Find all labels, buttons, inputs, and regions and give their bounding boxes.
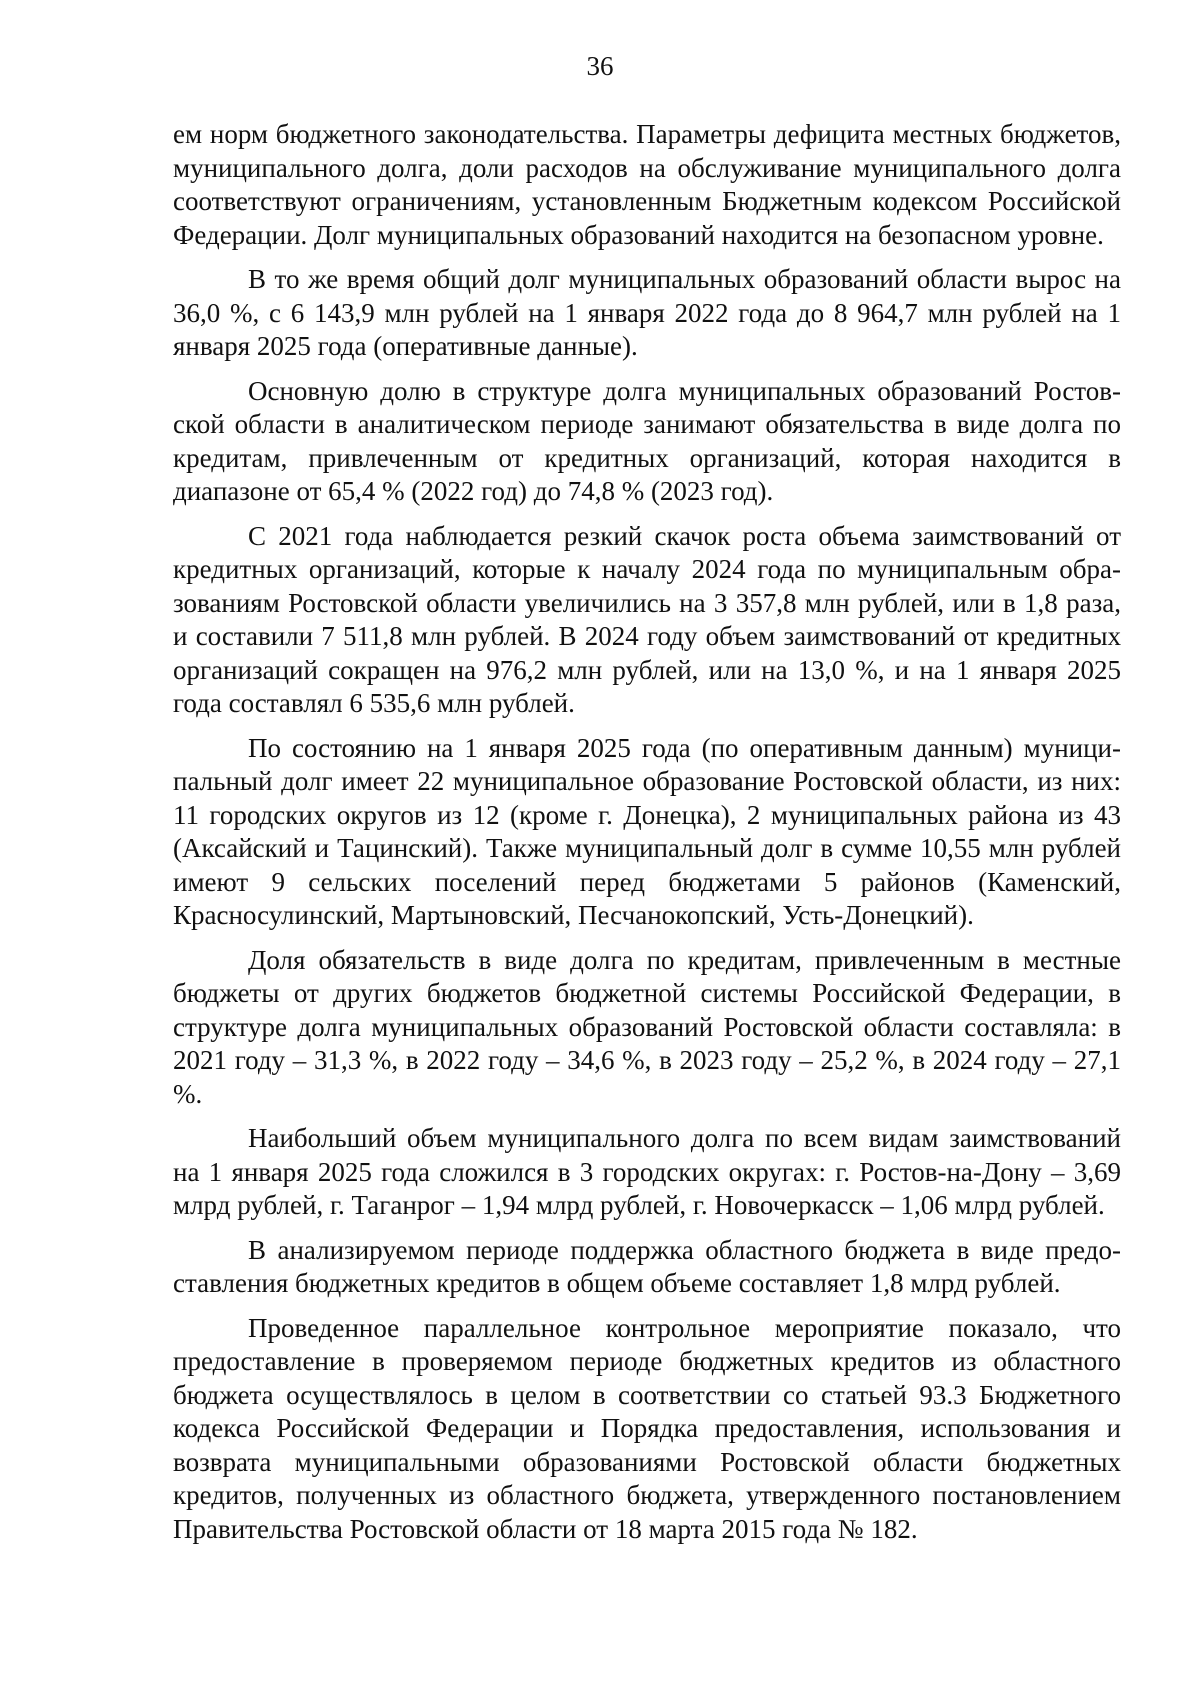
paragraph-budget-credit-share: Доля обязательств в виде долга по кредитам, привлеченным в местные бюджеты от других бюджетов бюджетной системы Российской Федерации, в структуре долга муниципальных образований Ростовской области составляла: в 2021 году – 31,3 %, в 2022 году – 34,6 %, в 2023 году – 25,2 %, в 2024 году – 27,1 %.	[173, 944, 1121, 1109]
document-body	[173, 118, 1121, 1557]
paragraph-largest-debt: Наибольший объем муниципального долга по всем видам заимствований на 1 января 2025 года сложился в 3 городских округах: г. Ростов-на-Дону – 3,69 млрд рублей, г. Таганрог – 1,94 млрд рублей, г. Новочеркасск – 1,06 млрд рублей.	[173, 1123, 1121, 1220]
paragraph-debtor-municipalities: По состоянию на 1 января 2025 года (по оперативным данным) муниципальный долг имеет 22 муниципальное образование Ростовской области, из них: 11 городских округов из 12 (кроме г. Донецка), 2 муниципальных района из 43 (Аксайский и Тацинский). Также муниципальный долг в сумме 10,55 млн рублей имеют 9 сельских поселений перед бюджетами 5 районов (Каменский, Красносулинский, Мартыновский, Песчанокопский, Усть-Донецкий).	[173, 732, 1121, 930]
paragraph-commercial-borrowing: С 2021 года наблюдается резкий скачок роста объема заимствований от кредитных организаций, которые к началу 2024 года по муниципальным образованиям Ростовской области увеличились на 3 357,8 млн рублей, или в 1,8 раза, и составили 7 511,8 млн рублей. В 2024 году объем заимствований от кредитных организаций сокращен на 976,2 млн рублей, или на 13,0 %, и на 1 января 2025 года составлял 6 535,6 млн рублей.	[173, 520, 1121, 718]
paragraph-continuation: ем норм бюджетного законодательства. Параметры дефицита местных бюджетов, муниципального долга, доли расходов на обслуживание муниципального долга соответствуют ограничениям, установленным Бюджетным кодексом Российской Федерации. Долг муниципальных образований находится на безопасном уровне.	[173, 119, 1121, 250]
paragraph-debt-structure: Основную долю в структуре долга муниципальных образований Ростовской области в аналитическом периоде занимают обязательства в виде долга по кредитам, привлеченным от кредитных организаций, которая находится в диапазоне от 65,4 % (2022 год) до 74,8 % (2023 год).	[173, 375, 1121, 506]
page-number: 36	[586, 51, 614, 81]
paragraph-control-conclusion: Проведенное параллельное контрольное мероприятие показало, что предоставление в проверяемом периоде бюджетных кредитов из областного бюджета осуществлялось в целом в соответствии со статьей 93.3 Бюджетного кодекса Российской Федерации и Порядка предоставления, использования и возврата муниципальными образованиями Ростовской области бюджетных кредитов, полученных из областного бюджета, утвержденного постановлением Правительства Ростовской области от 18 марта 2015 года № 182.	[173, 1312, 1121, 1544]
paragraph-regional-support: В анализируемом периоде поддержка областного бюджета в виде предоставления бюджетных кредитов в общем объеме составляет 1,8 млрд рублей.	[173, 1234, 1121, 1298]
paragraph-total-debt-growth: В то же время общий долг муниципальных образований области вырос на 36,0 %, с 6 143,9 млн рублей на 1 января 2022 года до 8 964,7 млн рублей на 1 января 2025 года (оперативные данные).	[173, 264, 1121, 361]
